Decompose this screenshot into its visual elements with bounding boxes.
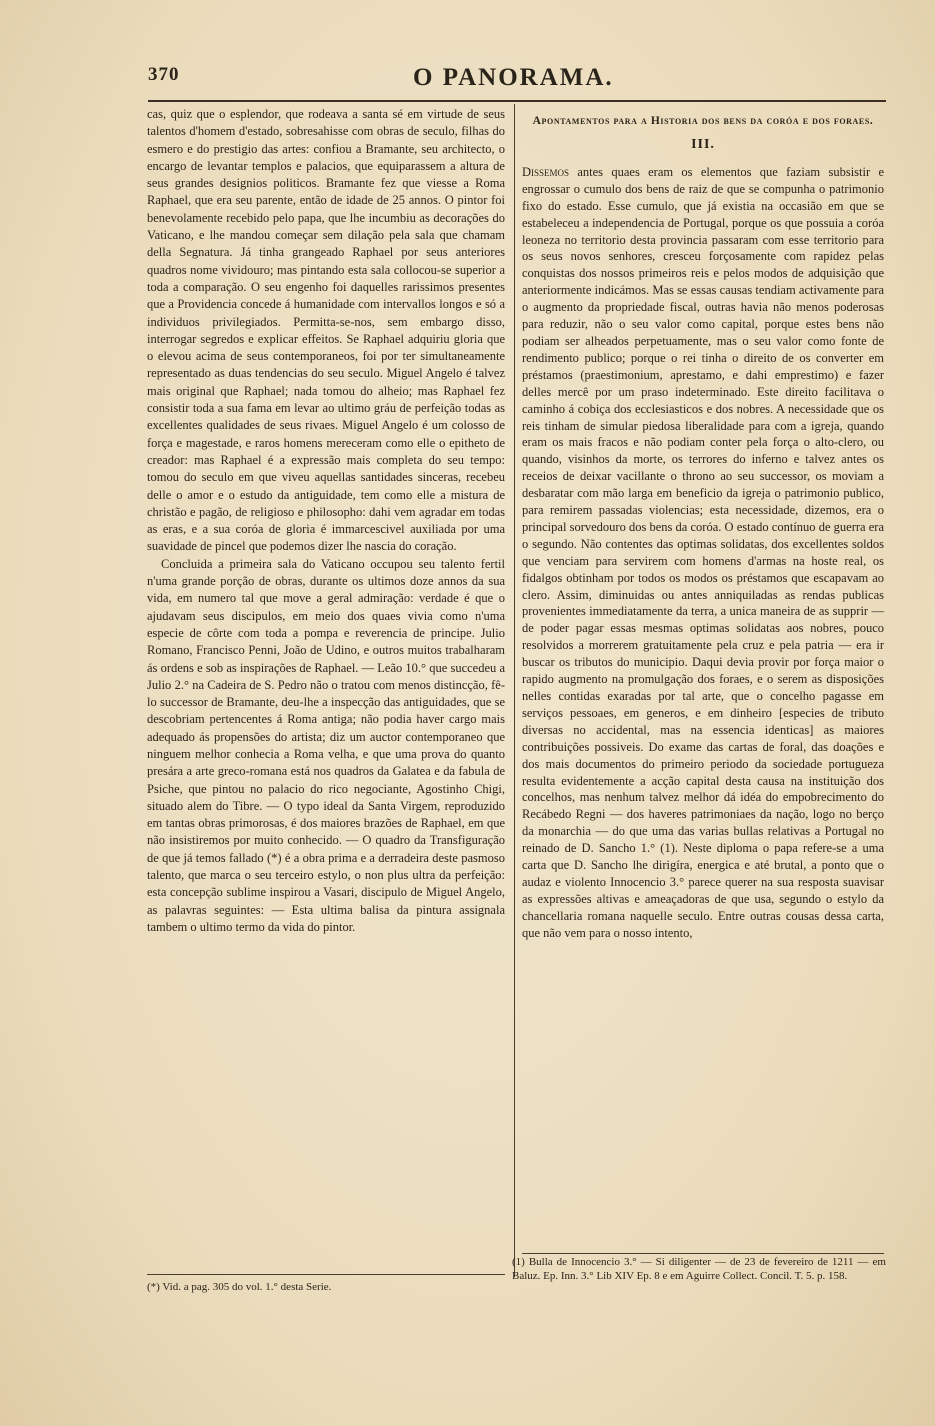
column-divider bbox=[514, 104, 515, 1277]
lead-word: Dissemos bbox=[522, 164, 570, 179]
right-footnote-rule bbox=[522, 1253, 884, 1254]
section-numeral: III. bbox=[691, 137, 715, 152]
left-paragraph-1: cas, quiz que o esplendor, que rodeava a santa sé em virtude de seus talentos d'homem d'estado, sobresahisse com obras de seculo, filhas do esmero e do prestigio das artes: confiou a Bramante, seu architecto, o encargo de levantar templos e palacios, que equiparassem a altura de seus grandes designios politicos. Bramante fez que viesse a Roma Raphael, que era seu parente, então de idade de 25 annos. O pintor foi benevolamente recebido pelo papa, que lhe incumbiu as decorações do Vaticano, e lhe mandou começar sem dilação pela sala que chamam della Segnatura. Já tinha grangeado Raphael por seus anteriores quadros nome vividouro; mas pintando esta sala collocou-se superior a toda a comparação. O seu engenho foi daquelles rarissimos presentes que a Providencia concede á humanidade com intervallos longos e só a individuos privilegiados. Permitta-se-nos, sem embargo disso, interrogar segredos e explicar effeitos. Se Raphael adquiriu gloria que o elevou acima de seus contemporaneos, foi por ter simultaneamente representado as duas tendencias do seu seculo. Miguel Angelo é talvez mais original que Raphael; nada tomou do alheio; mas Raphael fez consistir toda a sua fama em levar ao ultimo gráu de perfeição todas as excellentes qualidades de seus rivaes. Miguel Angelo é um colosso de força e magestade, e raros homens mereceram como elle o epitheto de creador: mas Raphael é a expressão mais completa do seu tempo: tomou do seculo em que viveu aquellas santidades sinceras, recebeu delle o amor e o estudo da antiguidade, tem como elle a mistura de christão e pagão, de religioso e philosopho: dahi vem agradar em todas as eras, e a sua coróa de gloria é immarcescivel auxiliada por uma suavidade de pincel que podemos dizer lhe nascia do coração. bbox=[147, 107, 505, 554]
left-column bbox=[147, 106, 505, 936]
left-footnote: (*) Vid. a pag. 305 do vol. 1.° desta Serie. bbox=[147, 1281, 332, 1293]
right-paragraph-1 bbox=[522, 164, 884, 942]
left-footnote-rule bbox=[147, 1274, 505, 1275]
bleed-through-mark bbox=[875, 55, 935, 95]
header-rule bbox=[148, 100, 886, 102]
right-column bbox=[522, 113, 884, 942]
left-paragraph-2: Concluida a primeira sala do Vaticano occupou seu talento fertil n'uma grande porção de obras, durante os ultimos doze annos da sua vida, em numero tal que move a geral admiração: verdade é que o ajudavam seus discipulos, em meio dos quaes vivia como n'uma especie de côrte com toda a pompa e reverencia de principe. Julio Romano, Francisco Penni, João de Udino, e outros muitos trabalharam ás ordens e sob as inspirações de Raphael. — Leão 10.° que succedeu a Julio 2.° na Cadeira de S. Pedro não o tratou com menos distincção, fê-lo successor de Bramante, deu-lhe a inspecção das antiguidades, que se descobriam pertencentes á Roma antiga; não podia haver cargo mais adequado ás propensões do artista; diz um auctor contemporaneo que ninguem melhor conhecia a Roma velha, e que uma prova do quanto presára a arte greco-romana está nos quadros da Galatea e da fabula de Psiche, que pintou no palacio do rico negociante, Agostinho Chigi, situado alem do Tibre. — O typo ideal da Santa Virgem, reproduzido em tantas obras primorosas, é dos maiores brazões de Raphael, em que não insistiremos por muito conhecido. — O quadro da Transfiguração de que já temos fallado (*) é a obra prima e a derradeira deste pasmoso talento, que marca o seu terceiro estylo, o non plus ultra da perfeição: esta concepção sublime inspirou a Vasari, discipulo de Miguel Angelo, as palavras seguintes: — Esta ultima balisa da pintura assignala tambem o ultimo termo da vida do pintor. bbox=[147, 556, 505, 934]
journal-title: O PANORAMA. bbox=[413, 64, 614, 91]
article-title: Apontamentos para a Historia dos bens da coróa e dos foraes. bbox=[532, 115, 874, 127]
page-number: 370 bbox=[148, 64, 180, 85]
right-paragraph-1-text: antes quaes eram os elementos que faziam subsistir e engrossar o cumulo dos bens de raiz de que se compunha o patrimonio fixo do estado. Esse cumulo, que já existia na occasião em que se estabeleceu a independencia de Portugal, porque os que possuia a coróa leoneza no territorio desta provincia passaram com esse territorio para os seus novos senhores, cresceu forçosamente com rapidez pelas conquistas dos nossos primeiros reis e pelos modos de adquisição que anteriormente indicámos. Mas se essas causas tendiam activamente para o augmento da propriedade fiscal, outras havia não menos poderosas para reduzir, não o seu valor como capital, porque estes bens não podiam ser alheados perpetuamente, mas o seu valor como fonte de rendimento publico; porque o rei tinha o direito de os converter em préstamos (praestimonium, aprestamo, e dahi emprestimo) e fazer delles mercê por um praso indeterminado. Este direito facilitava o caminho á cobiça dos ecclesiasticos e dos nobres. A necessidade que os reis tinham de simular piedosa liberalidade para com a igreja, quando eram os mais fracos e não podiam conter pela força o alto-clero, ou quando, visinhos da morte, os terrores do inferno e talvez antes os receios de deixar vacillante o throno ao seu successor, os moviam a desbaratar com mão larga em beneficio da igreja o patrimonio publico, para remirem passadas violencias; esta necessidade, dizemos, era o principal sorvedouro dos bens da coróa. O estado contínuo de guerra era o segundo. Não contentes das optimas solidatas, dos excellentes soldos que venciam para servirem com homens d'armas na hoste real, os fidalgos obtinham por todos os modos os préstamos que escapavam ao clero. Assim, diminuidas ou antes anniquiladas as rendas publicas provenientes immediatamente da terra, a unica maneira de as supprir — de poder pagar essas mesmas optimas solidatas aos nobres, pouco resolvidos a morrerem gratuitamente pela cruz e pela patria — era ir buscar os tributos do municipio. Daqui devia provir por força maior o rapido augmento na promulgação dos foraes, e o serem as disposições nelles contidas exaradas por tal arte, que o concelho pagasse em serviços pessoaes, em generos, e em dinheiro [especies de tributo diversas no accidental, mas na essencia identicas] as maiores contribuições possiveis. Do exame das cartas de foral, das doações e dos mais documentos do primeiro periodo da sociedade portugueza resulta evidentemente a acção capital desta causa na instituição dos concelhos, mas nenhum talvez melhor dá idéa do empobrecimento do Recábedo Regni — dos haveres patrimoniaes da nação, logo no berço da monarchia — do que uma das varias bullas relativas a Portugal no reinado de D. Sancho 1.° (1). Neste diploma o papa refere-se a uma carta que D. Sancho lhe dirigíra, energica e até brutal, a ponto que o audaz e violento Innocencio 3.° parece querer na sua resposta suavisar as expressões altivas e ameaçadoras de que usa, segundo o estylo da chancellaria romana naquelle seculo. Entre outras cousas dessa carta, que não vem para o nosso intento, bbox=[522, 164, 884, 940]
right-footnote: (1) Bulla de Innocencio 3.° — Si diligenter — de 23 de fevereiro de 1211 — em Baluz. Ep. Inn. 3.° Lib XIV Ep. 8 e em Aguirre Collect. Concil. T. 5. p. 158. bbox=[512, 1256, 886, 1282]
page-header bbox=[148, 58, 878, 98]
